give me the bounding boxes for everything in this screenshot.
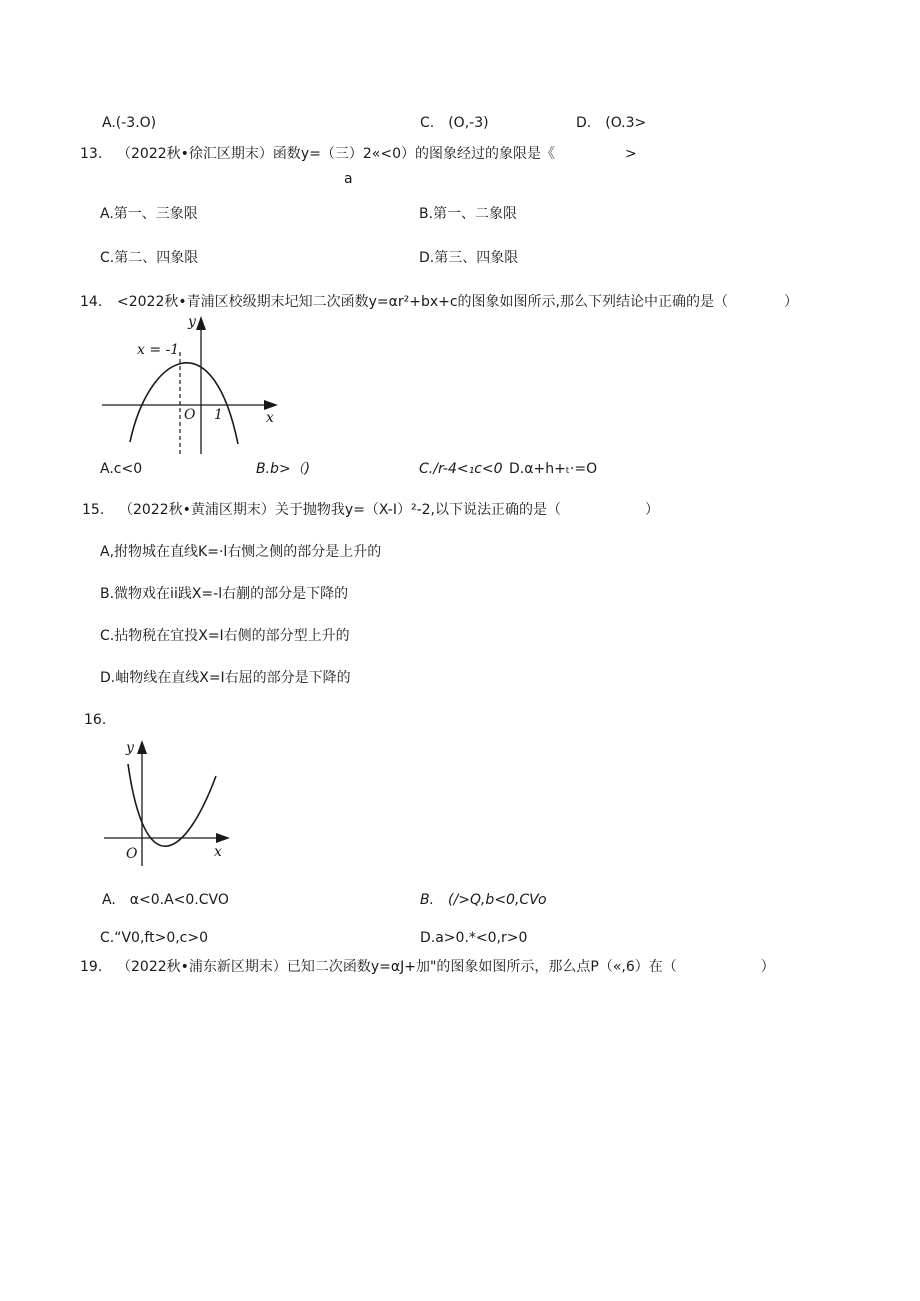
q15-option-b: B.微物戏在ii践X=-l右蒯的部分是下降的 [100, 586, 349, 602]
q14-origin-label: O [184, 407, 196, 423]
q19-stem: （2022秋•浦东新区期末）已知二次函数y=αJ+加"的图象如图所示，那么点P（«,6）在（ ） [117, 959, 775, 975]
q15-option-c: C.拈物税在宜投X=I右侧的部分型上升的 [100, 628, 350, 644]
q15-option-d: D.岫物线在直线X=I右屈的部分是下降的 [100, 670, 351, 686]
q13-stem: （2022秋•徐汇区期末）函数y=（三）2«<0）的图象经过的象限是《 > [117, 146, 637, 162]
q12-option-a: A.(-3.O) [102, 115, 157, 131]
q14-stem: <2022秋•青浦区校级期末圮知二次函数y=αr²+bx+c的图象如图所示,那么下列结论中正确的是（ ） [117, 294, 799, 310]
q14-option-c: C./r-4<₁c<0 [419, 461, 503, 477]
q15-number: 15. [82, 502, 105, 518]
q16-origin-label: O [126, 846, 138, 862]
q16-parabola-figure [100, 734, 240, 869]
q14-symmetry-label: x = -1 [137, 342, 180, 358]
q16-x-label: x [214, 844, 222, 860]
q12-option-d: D. (O.3> [576, 115, 647, 131]
q14-parabola-figure [100, 312, 290, 457]
q14-option-b: B.b>（) [256, 461, 311, 477]
q16-option-d: D.a>0.*<0,r>0 [420, 930, 528, 946]
q14-tick-one-label: 1 [214, 407, 223, 423]
q19-number: 19. [80, 959, 103, 975]
q13-option-d: D.第三、四象限 [419, 250, 519, 266]
q14-option-a: A.c<0 [100, 461, 143, 477]
q16-number: 16. [84, 712, 107, 728]
q13-option-a: A.第一、三象限 [100, 206, 198, 222]
q16-option-b: B. (/>Q,b<0,CVo [420, 892, 547, 908]
q14-x-label: x [266, 410, 274, 426]
q16-y-label: y [126, 740, 134, 756]
q14-y-label: y [188, 314, 196, 330]
q12-option-c: C. (O,-3) [420, 115, 489, 131]
q15-option-a: A,拊物城在直线K=·l右恻之侧的部分是上升的 [100, 544, 382, 560]
q15-stem: （2022秋•黄浦区期末）关于抛物我y=（X-I）²-2,以下说法正确的是（ ） [119, 502, 659, 518]
q14-number: 14. [80, 294, 103, 310]
q13-option-b: B.第一、二象限 [419, 206, 518, 222]
q14-option-d: D.α+h+ₜ·=O [509, 461, 598, 477]
q13-option-c: C.第二、四象限 [100, 250, 199, 266]
q16-option-c: C.“V0,ft>0,c>0 [100, 930, 209, 946]
q13-number: 13. [80, 146, 103, 162]
q16-option-a: A. α<0.A<0.CVO [102, 892, 229, 908]
q13-sub: a [344, 171, 353, 187]
